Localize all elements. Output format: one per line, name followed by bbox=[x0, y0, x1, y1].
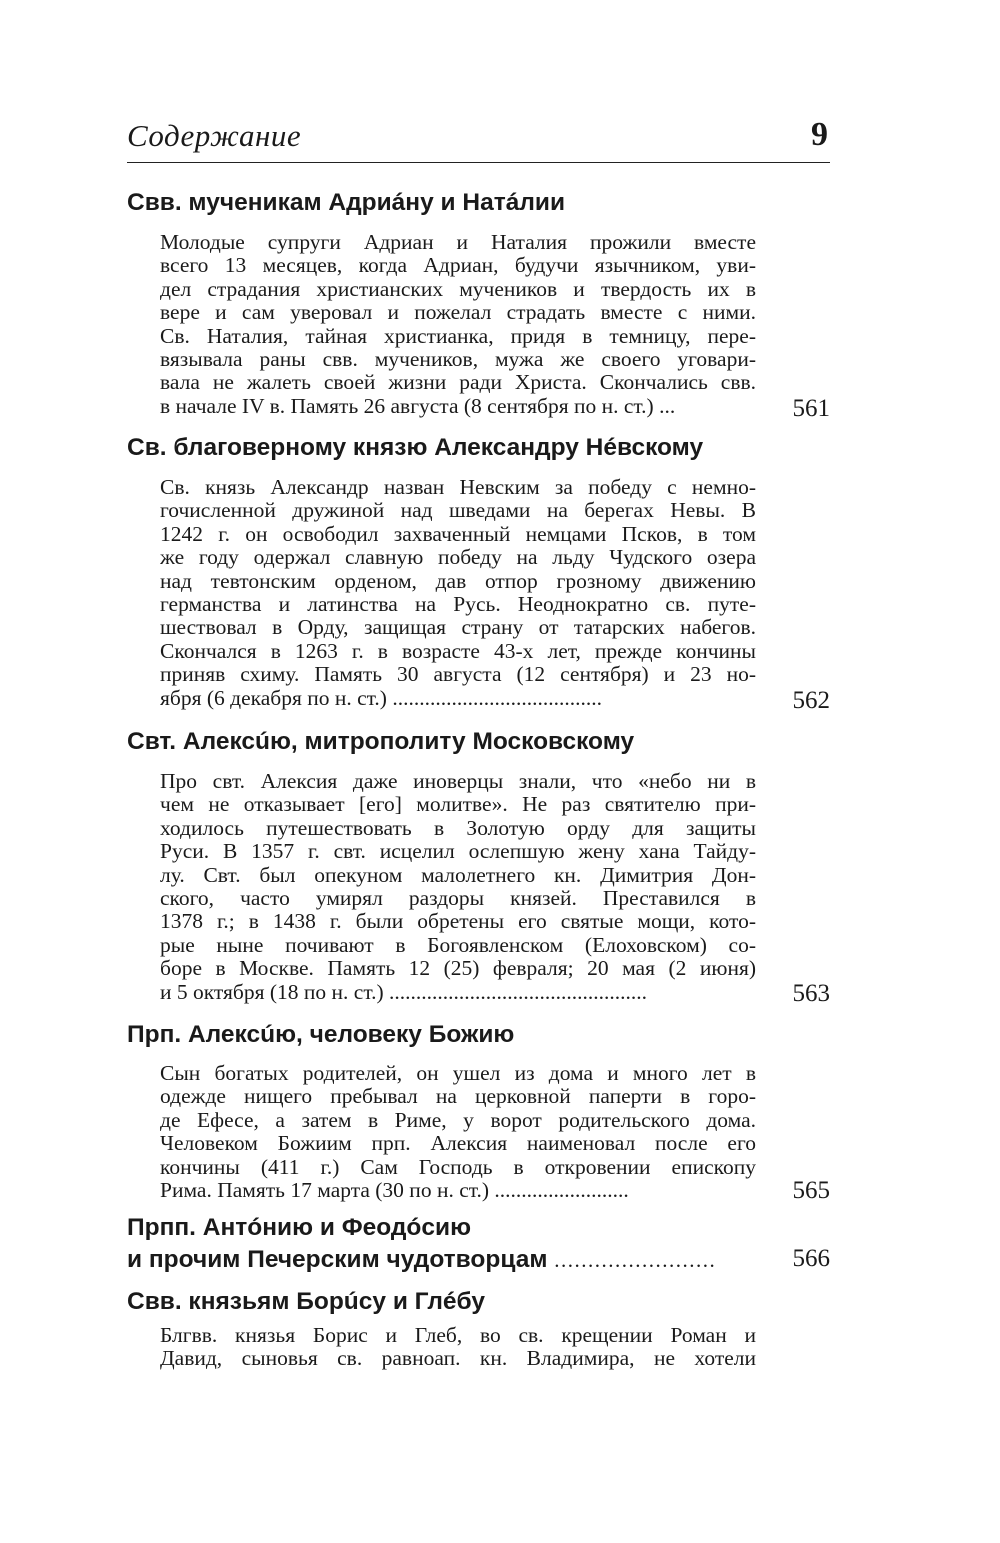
entry-description bbox=[160, 1062, 756, 1202]
entry-line: Руси. В 1357 г. свт. исцелил ослепшую жену хана Тайду- bbox=[160, 840, 756, 864]
entry-line: Рима. Память 17 марта (30 по н. ст.) ......................... bbox=[160, 1178, 629, 1202]
entry-line: Давид, сыновья св. равноап. кн. Владимира, не хотели bbox=[160, 1347, 756, 1371]
entry-line: одежде нищего пребывал на церковной паперти в горо- bbox=[160, 1085, 756, 1109]
entry-line: чем не отказывает [его] молитве». Не раз святителю при- bbox=[160, 793, 756, 817]
entry-title: Св. благоверному князю Александру Нéвскому bbox=[127, 434, 704, 461]
entry-line: 1242 г. он освободил захваченный немцами Псков, в том bbox=[160, 522, 756, 546]
entry-line: над тевтонским орденом, дав отпор грозному движению bbox=[160, 569, 756, 593]
entry-line: де Ефесе, а затем в Риме, у ворот родительского дома. bbox=[160, 1108, 756, 1132]
entry-line: германства и латинства на Русь. Неоднократно св. путе- bbox=[160, 592, 756, 616]
entry-line: боре в Москве. Память 12 (25) февраля; 20 мая (2 июня) bbox=[160, 957, 756, 981]
entry-line: всего 13 месяцев, когда Адриан, будучи язычником, уви- bbox=[160, 254, 756, 278]
running-title: Содержание bbox=[127, 118, 302, 153]
entry-line: Про свт. Алексия даже иноверцы знали, что «небо ни в bbox=[160, 770, 756, 793]
entry-line: Молодые супруги Адриан и Наталия прожили вместе bbox=[160, 231, 756, 254]
entry-title: Свв. мученикам Адриáну и Натáлии bbox=[127, 189, 566, 216]
entry-page-number: 565 bbox=[792, 1177, 830, 1204]
entry-description bbox=[160, 1324, 756, 1371]
entry-title: Свт. Алексúю, митрополиту Московскому bbox=[127, 728, 635, 755]
entry-line: кончины (411 г.) Сам Господь в откровении епископу bbox=[160, 1155, 756, 1179]
entry-line: Св. Наталия, тайная христианка, придя в темницу, пере- bbox=[160, 324, 756, 348]
entry-line: Блгвв. князья Борис и Глеб, во св. крещении Роман и bbox=[160, 1324, 756, 1347]
entry-title: Свв. князьям Борúсу и Глéбу bbox=[127, 1288, 485, 1315]
entry-line: приняв схиму. Память 30 августа (12 сентября) и 23 но- bbox=[160, 663, 756, 687]
entry-description bbox=[160, 231, 756, 418]
entry-line: Св. князь Александр назван Невским за победу с немно- bbox=[160, 476, 756, 499]
entry-line: и 5 октября (18 по н. ст.) ................................................ bbox=[160, 980, 648, 1004]
entry-page-number: 566 bbox=[792, 1245, 830, 1272]
entry-title-continuation bbox=[127, 1245, 747, 1275]
entry-title: Прпп. Антóнию и Феодóсию bbox=[127, 1214, 472, 1241]
entry-description bbox=[160, 476, 756, 710]
entry-line: вере и сам уверовал и пожелал страдать вместе с ними. bbox=[160, 301, 756, 325]
entry-line: шествовал в Орду, защищая страну от татарских набегов. bbox=[160, 616, 756, 640]
entry-line: вязывала раны свв. мучеников, мужа же своего уговари- bbox=[160, 347, 756, 371]
entry-line: же году одержал славную победу на льду Чудского озера bbox=[160, 546, 756, 570]
entry-page-number: 563 bbox=[792, 980, 830, 1007]
entry-line: 1378 г.; в 1438 г. были обретены его святые мощи, кото- bbox=[160, 910, 756, 934]
entry-line: ходилось путешествовать в Золотую орду для защиты bbox=[160, 816, 756, 840]
entry-title-line2: и прочим Печерским чудотворцам bbox=[127, 1246, 548, 1273]
entry-description bbox=[160, 770, 756, 1004]
entry-line: Сын богатых родителей, он ушел из дома и много лет в bbox=[160, 1062, 756, 1085]
page-header bbox=[127, 118, 830, 163]
entry-line: вала не жалеть своей жизни ради Христа. Скончались свв. bbox=[160, 371, 756, 395]
entry-title: Прп. Алексúю, человеку Божию bbox=[127, 1021, 515, 1048]
entry-page-number: 562 bbox=[792, 687, 830, 714]
entry-line: Человеком Божиим прп. Алексия наименовал после его bbox=[160, 1132, 756, 1156]
entry-line: Скончался в 1263 г. в возрасте 43-х лет, прежде кончины bbox=[160, 639, 756, 663]
entry-line: лу. Свт. был опекуном малолетнего кн. Димитрия Дон- bbox=[160, 863, 756, 887]
entry-line: ского, часто умирял раздоры князей. Преставился в bbox=[160, 886, 756, 910]
entry-page-number: 561 bbox=[792, 395, 830, 422]
entry-line: гочисленной дружиной над шведами на берегах Невы. В bbox=[160, 499, 756, 523]
entry-line: в начале IV в. Память 26 августа (8 сентября по н. ст.) ... bbox=[160, 394, 676, 418]
entry-line: рые ныне почивают в Богоявленском (Елоховском) со- bbox=[160, 933, 756, 957]
page-number: 9 bbox=[811, 116, 828, 153]
entry-line: ября (6 декабря по н. ст.) ....................................... bbox=[160, 686, 602, 710]
entry-line: дел страдания христианских мучеников и твердость их в bbox=[160, 277, 756, 301]
entry-leader: ........................ bbox=[554, 1248, 717, 1272]
